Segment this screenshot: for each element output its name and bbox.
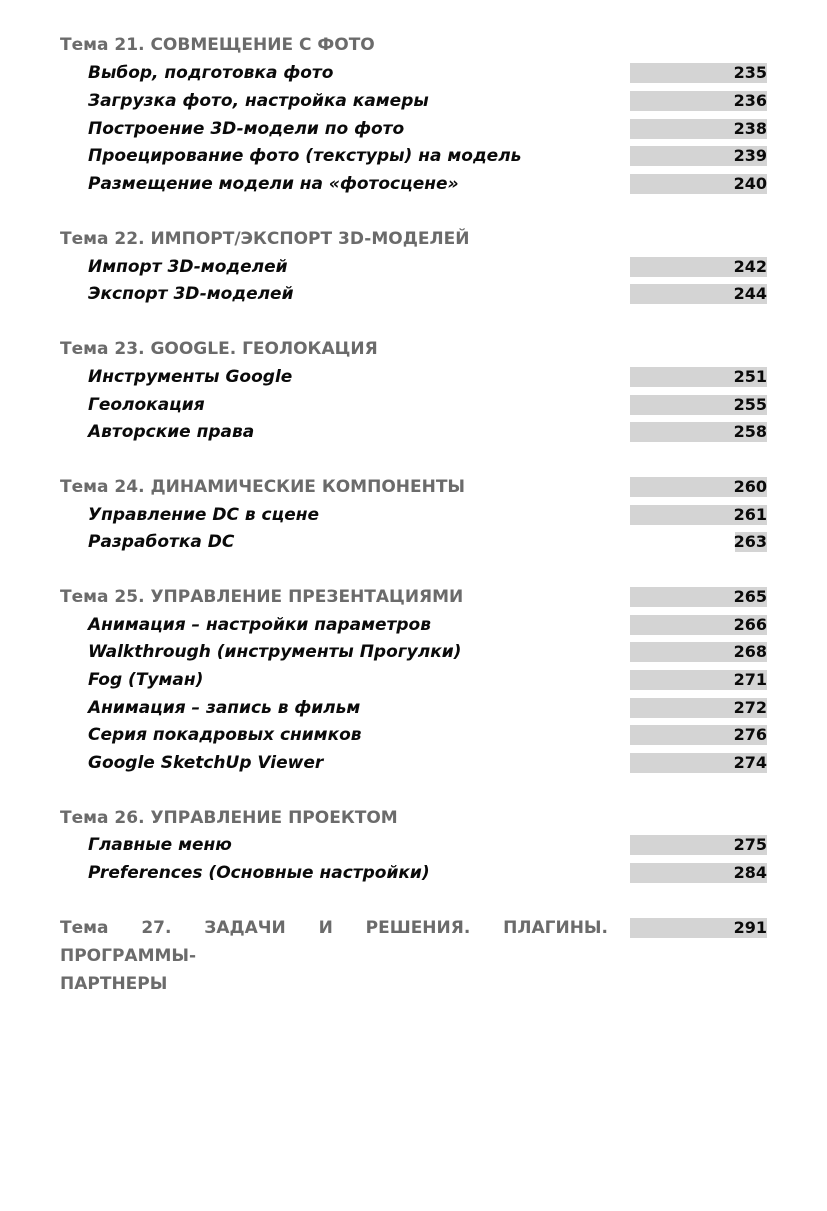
entry-label: Загрузка фото, настройка камеры bbox=[88, 91, 429, 111]
toc-entry bbox=[0, 391, 827, 419]
page-number-box bbox=[630, 642, 767, 662]
page-number: 291 bbox=[733, 918, 767, 937]
page-number: 251 bbox=[733, 367, 767, 386]
page-number: 274 bbox=[733, 753, 767, 772]
section-25-heading-row bbox=[0, 583, 827, 611]
page-number-box bbox=[630, 505, 767, 525]
toc-entry bbox=[0, 253, 827, 281]
toc-entry bbox=[0, 363, 827, 391]
toc-entry bbox=[0, 831, 827, 859]
page-number: 239 bbox=[733, 146, 767, 165]
section-title: Тема 23. GOOGLE. ГЕОЛОКАЦИЯ bbox=[60, 339, 378, 359]
toc-entry bbox=[0, 666, 827, 694]
entry-label: Управление DC в сцене bbox=[88, 505, 320, 525]
page-number-box bbox=[630, 918, 767, 938]
page-number: 260 bbox=[733, 477, 767, 496]
section-title-line-1: Тема 27. ЗАДАЧИ И РЕШЕНИЯ. ПЛАГИНЫ. ПРОГРАММЫ- bbox=[60, 918, 608, 966]
page-number: 238 bbox=[733, 119, 767, 138]
page-number-box bbox=[630, 615, 767, 635]
toc-entry bbox=[0, 611, 827, 639]
page-number-box bbox=[630, 284, 767, 304]
page-number-box bbox=[630, 119, 767, 139]
page-number-box bbox=[630, 587, 767, 607]
section-27-heading-row bbox=[0, 914, 827, 994]
toc-entry bbox=[0, 501, 827, 529]
entry-label: Walkthrough (инструменты Прогулки) bbox=[88, 642, 462, 662]
entry-label: Главные меню bbox=[88, 835, 232, 855]
section-23-heading-row bbox=[0, 335, 827, 363]
page-number: 266 bbox=[733, 615, 767, 634]
page-number: 263 bbox=[733, 532, 767, 551]
page-number-box bbox=[630, 257, 767, 277]
toc-entry bbox=[0, 170, 827, 198]
entry-label: Импорт 3D-моделей bbox=[88, 257, 288, 277]
page-number-box bbox=[630, 422, 767, 442]
toc-entry bbox=[0, 142, 827, 170]
page-number: 240 bbox=[733, 174, 767, 193]
entry-label: Геолокация bbox=[88, 395, 205, 415]
page-number-box bbox=[630, 698, 767, 718]
page-number-box bbox=[630, 863, 767, 883]
section-title: Тема 24. ДИНАМИЧЕСКИЕ КОМПОНЕНТЫ bbox=[60, 477, 466, 497]
page-number-box bbox=[630, 725, 767, 745]
entry-label: Google SketchUp Viewer bbox=[88, 753, 324, 773]
page-number: 272 bbox=[733, 698, 767, 717]
page-number: 271 bbox=[733, 670, 767, 689]
page-number-box bbox=[630, 367, 767, 387]
section-title: Тема 21. СОВМЕЩЕНИЕ С ФОТО bbox=[60, 35, 375, 55]
page-number: 236 bbox=[733, 91, 767, 110]
page-number-box bbox=[630, 395, 767, 415]
toc-entry bbox=[0, 859, 827, 887]
section-title: Тема 22. ИМПОРТ/ЭКСПОРТ 3D-МОДЕЛЕЙ bbox=[60, 229, 470, 249]
entry-label: Разработка DC bbox=[88, 532, 235, 552]
page-number-box bbox=[630, 174, 767, 194]
page-number: 244 bbox=[733, 284, 767, 303]
section-title-line-2: ПАРТНЕРЫ bbox=[60, 974, 168, 994]
section-title: Тема 26. УПРАВЛЕНИЕ ПРОЕКТОМ bbox=[60, 808, 398, 828]
entry-label: Анимация – запись в фильм bbox=[88, 698, 361, 718]
page-number: 261 bbox=[733, 505, 767, 524]
toc-entry bbox=[0, 418, 827, 446]
page-number-box bbox=[630, 835, 767, 855]
page-number-box bbox=[630, 477, 767, 497]
page-number: 235 bbox=[733, 63, 767, 82]
page-number-box bbox=[630, 753, 767, 773]
page-number: 258 bbox=[733, 422, 767, 441]
entry-label: Выбор, подготовка фото bbox=[88, 63, 334, 83]
entry-label: Анимация – настройки параметров bbox=[88, 615, 431, 635]
page-number-box bbox=[630, 91, 767, 111]
section-title: Тема 25. УПРАВЛЕНИЕ ПРЕЗЕНТАЦИЯМИ bbox=[60, 587, 464, 607]
entry-label: Проецирование фото (текстуры) на модель bbox=[88, 146, 522, 166]
entry-label: Авторские права bbox=[88, 422, 255, 442]
toc-entry bbox=[0, 115, 827, 143]
entry-label: Построение 3D-модели по фото bbox=[88, 119, 405, 139]
section-26-heading-row bbox=[0, 804, 827, 832]
page-number: 275 bbox=[733, 835, 767, 854]
entry-label: Размещение модели на «фотосцене» bbox=[88, 174, 459, 194]
toc-entry bbox=[0, 749, 827, 777]
section-21-heading-row bbox=[0, 31, 827, 59]
section-24-heading-row bbox=[0, 473, 827, 501]
page-number: 242 bbox=[733, 257, 767, 276]
toc-entry bbox=[0, 721, 827, 749]
page-number: 265 bbox=[733, 587, 767, 606]
page-number: 284 bbox=[733, 863, 767, 882]
entry-label: Инструменты Google bbox=[88, 367, 293, 387]
toc-entry bbox=[0, 694, 827, 722]
page-number: 268 bbox=[733, 642, 767, 661]
page-number-box bbox=[630, 670, 767, 690]
entry-label: Fog (Туман) bbox=[88, 670, 204, 690]
page-number: 255 bbox=[733, 395, 767, 414]
toc-entry bbox=[0, 280, 827, 308]
toc-entry bbox=[0, 528, 827, 556]
page-number-box bbox=[735, 532, 767, 552]
toc-entry bbox=[0, 638, 827, 666]
page-number-box bbox=[630, 63, 767, 83]
entry-label: Серия покадровых снимков bbox=[88, 725, 362, 745]
section-22-heading-row bbox=[0, 225, 827, 253]
page-number: 276 bbox=[733, 725, 767, 744]
toc-entry bbox=[0, 87, 827, 115]
section-title bbox=[60, 914, 608, 998]
entry-label: Экспорт 3D-моделей bbox=[88, 284, 294, 304]
entry-label: Preferences (Основные настройки) bbox=[88, 863, 430, 883]
toc-entry bbox=[0, 59, 827, 87]
page-number-box bbox=[630, 146, 767, 166]
